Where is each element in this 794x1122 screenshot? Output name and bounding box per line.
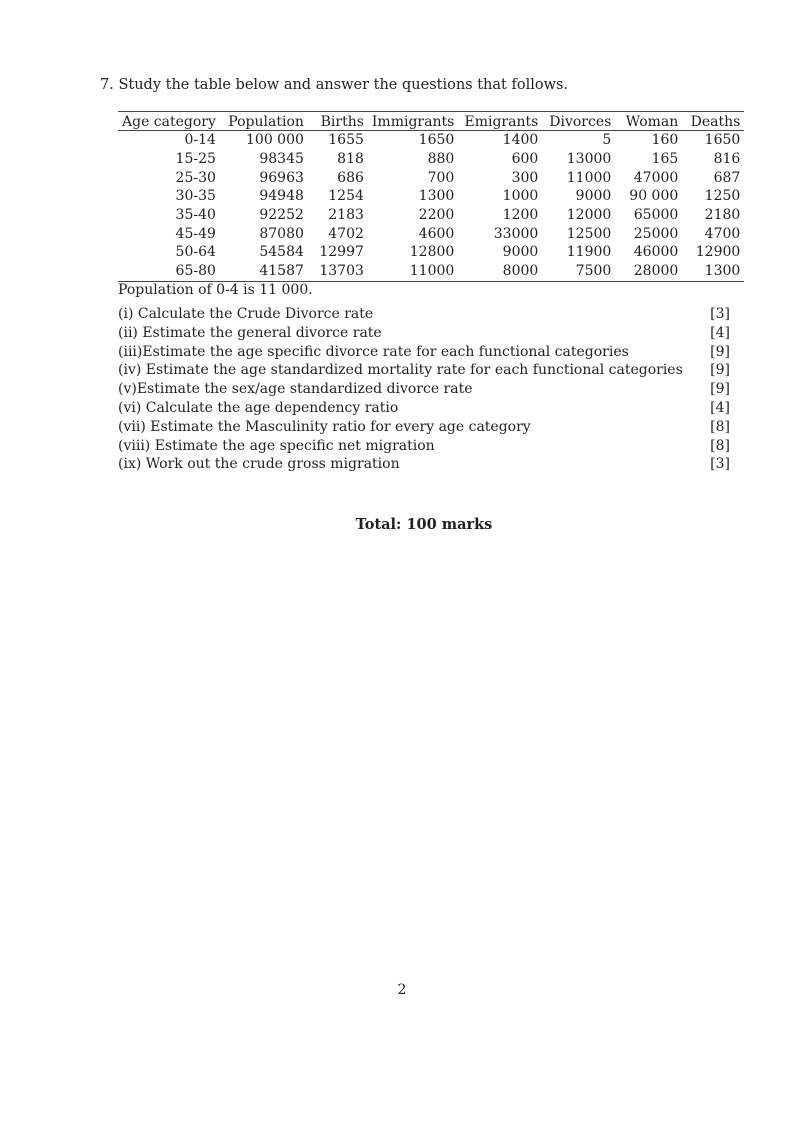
column-header: Divorces	[542, 112, 615, 131]
table-cell: 12500	[566, 225, 612, 242]
column-header: Births	[308, 112, 368, 131]
subquestion-marks: [9]	[710, 362, 730, 379]
subquestion-marks: [3]	[710, 306, 730, 322]
table-cell: 2180	[704, 207, 741, 224]
subquestion-text: (vii) Estimate the Masculinity ratio for every age category	[118, 418, 531, 435]
table-row	[118, 262, 744, 281]
table-cell: 98345	[259, 151, 304, 168]
table-row	[118, 150, 744, 169]
table-cell: 1400	[502, 132, 539, 149]
table-cell: 50-64	[175, 244, 216, 261]
table-cell: 686	[337, 169, 364, 186]
table-cell: 13703	[308, 262, 368, 281]
table-cell: 90 000	[629, 188, 679, 205]
table-cell: 12800	[409, 244, 455, 261]
table-cell: 100 000	[246, 132, 304, 149]
table-cell: 12900	[695, 244, 741, 261]
subquestion-text: (ii) Estimate the general divorce rate	[118, 324, 382, 341]
table-row	[118, 224, 744, 243]
subquestion	[118, 343, 730, 362]
subquestion-text: (iii)Estimate the age specific divorce rate for each functional categories	[118, 343, 629, 360]
table-cell: 94948	[259, 188, 304, 205]
subquestion-text: (ix) Work out the crude gross migration	[118, 456, 400, 473]
table-cell: 9000	[575, 188, 612, 205]
table-cell: 35-40	[175, 207, 216, 224]
subquestion	[118, 437, 730, 456]
table-cell: 4700	[704, 225, 741, 242]
total-marks: Total: 100 marks	[355, 516, 493, 533]
table-cell: 5	[602, 132, 612, 149]
table-cell: 65000	[633, 207, 679, 224]
table-cell: 818	[337, 151, 364, 168]
table-footnote: Population of 0-4 is 11 000.	[118, 282, 313, 298]
table-cell: 1000	[502, 188, 539, 205]
table-cell: 41587	[220, 262, 308, 281]
table-cell: 96963	[259, 169, 304, 186]
table-cell: 15-25	[175, 151, 216, 168]
table-cell: 1254	[328, 188, 364, 205]
table-cell: 13000	[566, 151, 612, 168]
table-cell: 600	[511, 151, 539, 168]
table-cell: 2200	[418, 207, 455, 224]
subquestion	[118, 305, 730, 324]
subquestion	[118, 455, 730, 474]
subquestion	[118, 380, 730, 399]
table-cell: 7500	[542, 262, 615, 281]
table-cell: 1650	[704, 132, 741, 149]
table-row	[118, 206, 744, 225]
subquestion	[118, 361, 730, 380]
table-cell: 1655	[328, 132, 364, 149]
subquestion-marks: [8]	[710, 437, 730, 454]
table-cell: 9000	[502, 244, 539, 261]
subquestion-marks: [9]	[710, 343, 730, 360]
subquestion-marks: [4]	[710, 399, 730, 416]
subquestion	[118, 418, 730, 437]
table-cell: 45-49	[175, 225, 216, 242]
table-cell: 300	[511, 169, 539, 186]
table-row	[118, 187, 744, 206]
subquestion-marks: [8]	[710, 418, 730, 435]
table-cell: 47000	[633, 169, 679, 186]
column-header: Population	[220, 112, 308, 131]
subquestion-marks: [4]	[710, 324, 730, 341]
table-row	[118, 243, 744, 262]
subquestion-list	[118, 305, 730, 474]
table-cell: 1250	[704, 188, 741, 205]
table-cell: 4702	[328, 225, 364, 242]
data-table	[118, 111, 744, 282]
page-number: 2	[397, 982, 407, 998]
table-cell: 92252	[259, 207, 304, 224]
table-cell: 11900	[566, 244, 612, 261]
subquestion-text: (i) Calculate the Crude Divorce rate	[118, 306, 374, 322]
table-cell: 1200	[502, 207, 539, 224]
table-cell: 160	[651, 132, 679, 149]
table-cell: 65-80	[118, 262, 220, 281]
subquestion-text: (vi) Calculate the age dependency ratio	[118, 399, 399, 416]
table-row	[118, 131, 744, 150]
table-cell: 28000	[615, 262, 682, 281]
table-cell: 12997	[319, 244, 364, 261]
column-header: Woman	[615, 112, 682, 131]
subquestion-text: (iv) Estimate the age standardized mortality rate for each functional categories	[118, 362, 683, 379]
table-cell: 4600	[418, 225, 455, 242]
table-row	[118, 168, 744, 187]
table-cell: 816	[713, 151, 741, 168]
table-cell: 46000	[633, 244, 679, 261]
table-cell: 1300	[682, 262, 744, 281]
question-heading: 7. Study the table below and answer the questions that follows.	[100, 77, 569, 93]
table-cell: 687	[713, 169, 741, 186]
table-cell: 0-14	[184, 132, 216, 149]
table-cell: 11000	[368, 262, 458, 281]
table-cell: 880	[427, 151, 455, 168]
table-cell: 700	[427, 169, 455, 186]
table-cell: 1650	[418, 132, 455, 149]
table-cell: 8000	[458, 262, 542, 281]
table-cell: 11000	[566, 169, 612, 186]
subquestion	[118, 399, 730, 418]
subquestion-text: (v)Estimate the sex/age standardized divorce rate	[118, 381, 473, 398]
table-cell: 12000	[566, 207, 612, 224]
column-header: Immigrants	[368, 112, 458, 131]
table-cell: 33000	[493, 225, 539, 242]
subquestion	[118, 324, 730, 343]
table-cell: 54584	[259, 244, 304, 261]
table-cell: 87080	[259, 225, 304, 242]
subquestion-text: (viii) Estimate the age specific net migration	[118, 437, 435, 454]
subquestion-marks: [3]	[710, 456, 730, 473]
table-cell: 25-30	[175, 169, 216, 186]
subquestion-marks: [9]	[710, 381, 730, 398]
column-header: Age category	[118, 112, 220, 131]
table-cell: 25000	[633, 225, 679, 242]
column-header: Deaths	[682, 112, 744, 131]
table-header-row	[118, 112, 744, 131]
table-cell: 2183	[328, 207, 364, 224]
column-header: Emigrants	[458, 112, 542, 131]
table-cell: 165	[651, 151, 679, 168]
table-cell: 1300	[418, 188, 455, 205]
table-cell: 30-35	[175, 188, 216, 205]
